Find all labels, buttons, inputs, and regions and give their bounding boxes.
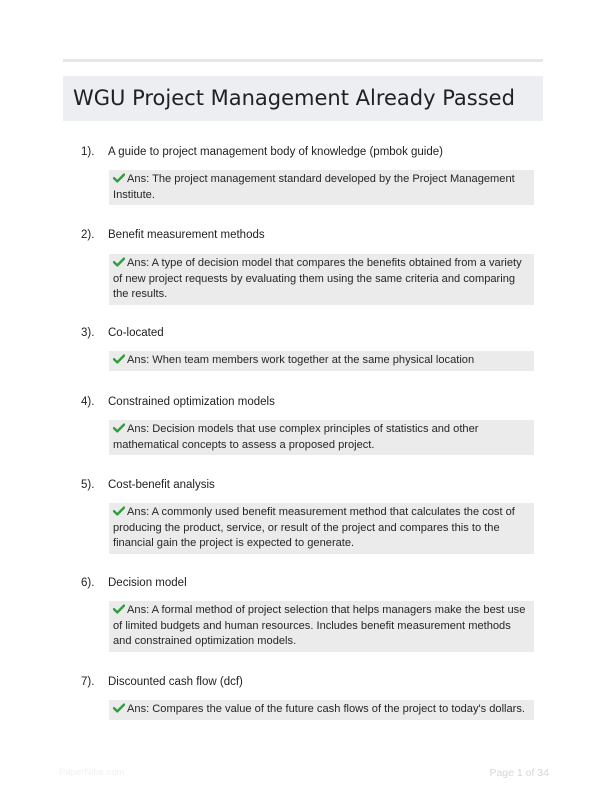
question-text: Cost-benefit analysis [108, 479, 215, 491]
check-icon [113, 506, 125, 516]
question-number: 1). [81, 146, 95, 158]
answer-box [109, 700, 534, 720]
answer-box [109, 420, 534, 455]
question-number: 7). [81, 676, 95, 688]
answer-text: Ans: A commonly used benefit measurement method that calculates the cost of producing the product, service, or result of the project and compares this to the financial gain the project is expected to generate. [113, 506, 515, 549]
question-number: 4). [81, 396, 95, 408]
question-text: Discounted cash flow (dcf) [108, 676, 243, 688]
question-text: A guide to project management body of knowledge (pmbok guide) [108, 146, 443, 158]
question-number: 3). [81, 327, 95, 339]
answer-text: Ans: When team members work together at the same physical location [127, 354, 475, 366]
answer-box [109, 503, 534, 554]
answer-box [109, 254, 534, 305]
question-text: Benefit measurement methods [108, 229, 265, 241]
answer-box [109, 351, 534, 371]
check-icon [113, 257, 125, 267]
question-number: 6). [81, 577, 95, 589]
question-number: 2). [81, 229, 95, 241]
check-icon [113, 354, 125, 364]
check-icon [113, 703, 125, 713]
title-banner [63, 76, 543, 121]
footer-watermark: PaperNibe.com [59, 767, 125, 778]
answer-box [109, 170, 534, 205]
answer-text: Ans: Decision models that use complex principles of statistics and other mathematical concepts to assess a proposed project. [113, 423, 479, 451]
answer-text: Ans: The project management standard developed by the Project Management Institute. [113, 173, 515, 201]
question-text: Constrained optimization models [108, 396, 275, 408]
question-number: 5). [81, 479, 95, 491]
check-icon [113, 423, 125, 433]
check-icon [113, 173, 125, 183]
check-icon [113, 604, 125, 614]
question-text: Decision model [108, 577, 187, 589]
top-divider [63, 59, 543, 62]
answer-text: Ans: A type of decision model that compares the benefits obtained from a variety of new project requests by evaluating them using the same criteria and comparing the results. [113, 257, 522, 300]
answer-text: Ans: Compares the value of the future cash flows of the project to today's dollars. [127, 703, 526, 715]
question-text: Co-located [108, 327, 164, 339]
answer-text: Ans: A formal method of project selection that helps managers make the best use of limited budgets and human resources. Includes benefit measurement methods and constrained optimization models. [113, 604, 526, 647]
answer-box [109, 601, 534, 652]
page-number: Page 1 of 34 [489, 767, 549, 779]
page-title: WGU Project Management Already Passed [73, 86, 515, 110]
